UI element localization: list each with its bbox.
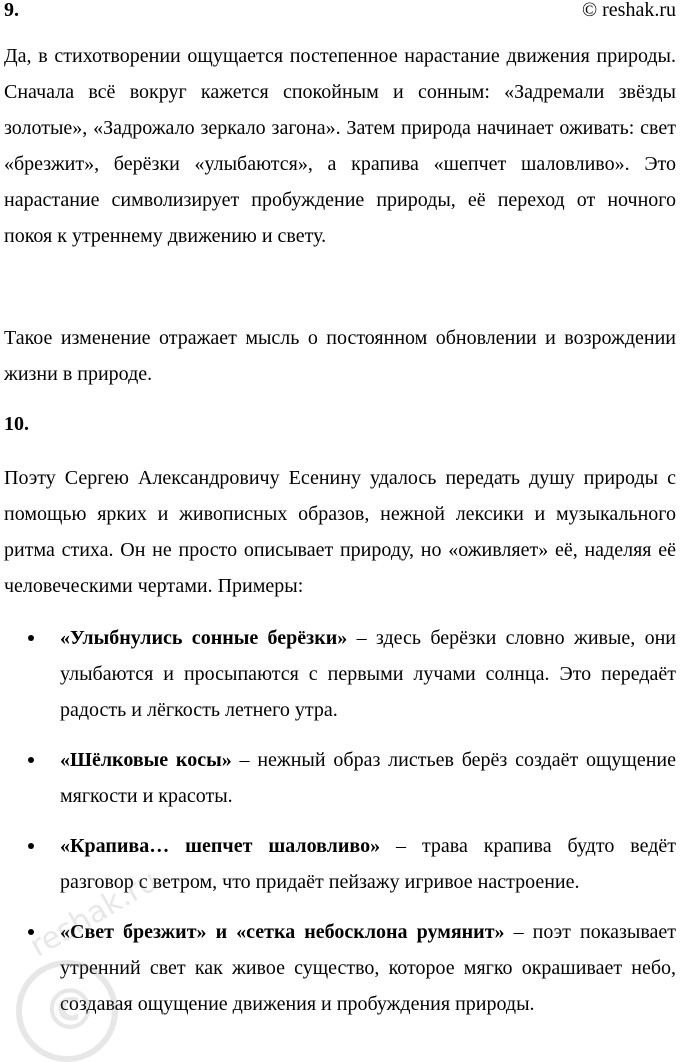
list-item xyxy=(0,828,680,900)
example-quote: «Крапива… шепчет шаловливо» xyxy=(60,835,381,857)
list-item xyxy=(0,914,680,1022)
example-text: – поэт показывает утренний свет как живое существо, которое мягко окрашивает небо, создавая ощущение движения и пробуждения природы. xyxy=(60,921,676,1015)
examples-list xyxy=(0,620,680,1036)
section-9-paragraph-2: Такое изменение отражает мысль о постоянном обновлении и возрождении жизни в природе. xyxy=(4,327,676,385)
list-item xyxy=(0,620,680,728)
site-credit[interactable]: © reshak.ru xyxy=(581,0,676,21)
bullet-icon xyxy=(28,929,34,935)
section-number-9: 9. xyxy=(4,0,19,21)
example-text: – нежный образ листьев берёз создаёт ощущение мягкости и красоты. xyxy=(60,749,676,807)
example-text: – трава крапива будто ведёт разговор с ветром, что придаёт пейзажу игривое настроение. xyxy=(60,835,677,893)
watermark-copyright-icon: © xyxy=(42,978,98,1043)
section-number-10: 10. xyxy=(4,413,29,435)
example-quote: «Улыбнулись сонные берёзки» xyxy=(60,627,348,649)
bullet-icon xyxy=(28,757,34,763)
bullet-icon xyxy=(28,843,34,849)
section-10-intro: Поэту Сергею Александровичу Есенину удалось передать душу природы с помощью ярких и живописных образов, нежной лексики и музыкального ритма стиха. Он не просто описывает природу, но «оживляет» её, наделяя её человеческими чертами. Примеры: xyxy=(4,467,676,597)
section-9-paragraph-1: Да, в стихотворении ощущается постепенное нарастание движения природы. Сначала всё вокруг кажется спокойным и сонным: «Задремали звёзды золотые», «Задрожало зеркало загона». Затем природа начинает оживать: свет «брезжит», берёзки «улыбаются», а крапива «шепчет шаловливо». Это нарастание символизирует пробуждение природы, её переход от ночного покоя к утреннему движению и свету. xyxy=(4,45,676,247)
example-text: – здесь берёзки словно живые, они улыбаются и просыпаются с первыми лучами солнца. Это передаёт радость и лёгкость летнего утра. xyxy=(60,627,677,721)
example-quote: «Свет брезжит» и «сетка небосклона румянит» xyxy=(60,921,505,943)
watermark-text: reshak.ru xyxy=(24,863,164,965)
page-header xyxy=(4,0,676,24)
bullet-icon xyxy=(28,635,34,641)
list-item xyxy=(0,742,680,814)
example-quote: «Шёлковые косы» xyxy=(60,749,232,771)
